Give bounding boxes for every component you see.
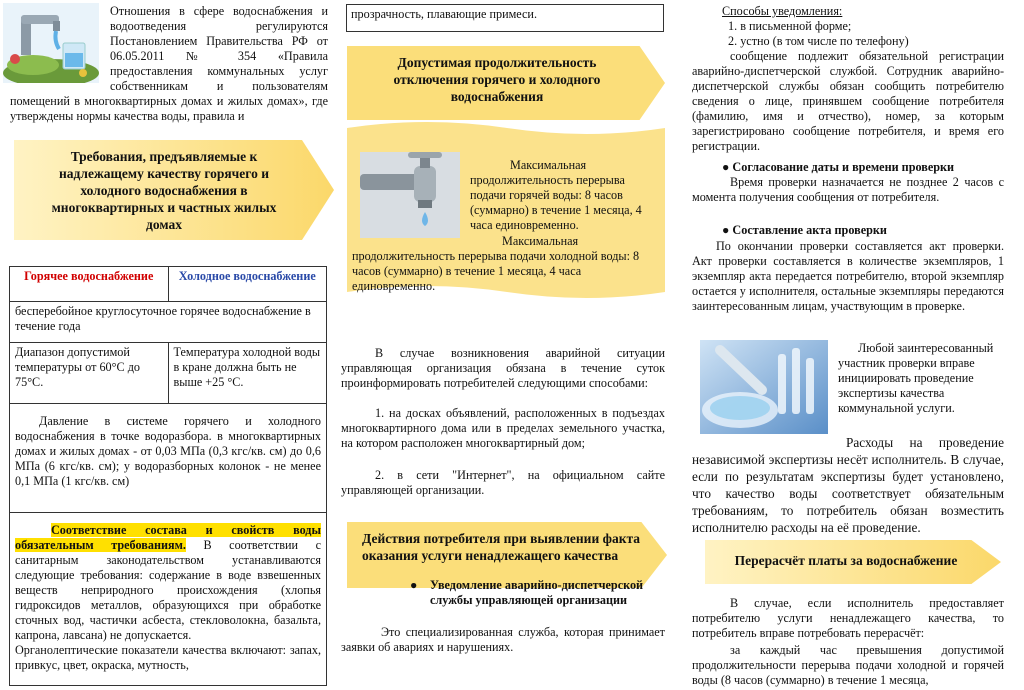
composition-highlight: Соответствие состава и свойств воды обязательным требованиям. — [15, 523, 321, 552]
impurities-box: прозрачность, плавающие примеси. — [346, 4, 664, 32]
cold-water-header: Холодное водоснабжение — [168, 267, 327, 302]
hot-water-header: Горячее водоснабжение — [10, 267, 169, 302]
bullet-dot-icon: ● — [722, 223, 733, 237]
recalc-title: Перерасчёт платы за водоснабжение — [734, 553, 958, 568]
dispatch-bullet-text: Уведомление аварийно-диспетчерской службы управляющей организации — [430, 578, 644, 607]
expertise-costs-text: Расходы на проведение независимой экспертизы несёт исполнитель. В случае, если по результатам экспертизы будет установлено, что качество воды соответствует обязательным требованиям, то потребитель обязан возместить исполнителю расходы на её проведение. — [692, 435, 1004, 535]
hot-temperature-cell: Диапазон допустимой температуры от 60°C до 75°C. — [10, 343, 169, 404]
water-requirements-table — [9, 266, 327, 686]
intro-text-body: Отношения в сфере водоснабжения и водоотведения регулируются Постановлением Правительства РФ от 06.05.2011 № 354 «Правила предоставления коммунальных услуг собственникам и пользователям помещений в многоквартирных домах и жилых домах», где утверждены нормы качества воды, правила и — [10, 4, 328, 123]
recalc-text-2: за каждый час превышения допустимой продолжительности перерыва подачи холодной и горячей воды (8 часов (суммарно) в течение 1 месяца, — [692, 643, 1004, 687]
act-text: По окончании проверки составляется акт проверки. Акт проверки составляется в количестве экземпляров, 1 экземпляр акта передается потребителю, второй экземпляр остается у исполнителя, остальные экземпляры передаются заинтересованным лицам, участвующим в проверке. — [692, 239, 1004, 313]
check-title-text: Согласование даты и времени проверки — [732, 160, 955, 174]
bullet-dot-icon: ● — [410, 578, 418, 592]
faucet-drop-image — [360, 152, 460, 238]
emergency-item-1: 1. на досках объявлений, расположенных в подъездах многоквартирного дома или в пределах земельного участка, на котором расположен многоквартирный дом; — [341, 406, 665, 450]
intro-text — [10, 4, 328, 154]
act-title-text: Составление акта проверки — [732, 223, 887, 237]
emergency-intro: В случае возникновения аварийной ситуации управляющая организация обязана в течение суток проинформировать потребителей следующими способами: — [341, 346, 665, 390]
act-title — [722, 223, 1002, 238]
pressure-cell: Давление в системе горячего и холодного водоснабжения в точке водоразбора. в многоквартирных домах и жилых домах - от 0,03 МПа (0,3 кгс/кв. см) до 0,6 МПа (6 кгс/кв. см); у водоразборных колонок - не менее 0,1 МПа (1 кгс/кв. см) — [10, 404, 327, 513]
composition-cell — [10, 513, 327, 686]
notification-method-2: 2. устно (в том числе по телефону) — [728, 34, 909, 48]
expertise-initiate-text: Любой заинтересованный участник проверки вправе инициировать проведение экспертизы качества коммунальной услуги. — [838, 341, 994, 415]
check-text: Время проверки назначается не позднее 2 часов с момента получения сообщения от потребителя. — [692, 175, 1004, 204]
outage-title: Допустимая продолжительность отключения горячего и холодного водоснабжения — [393, 55, 601, 104]
check-title — [722, 160, 1002, 175]
emergency-item-2: 2. в сети "Интернет", на официальном сайте управляющей организации. — [341, 468, 665, 497]
uninterrupted-supply-cell: бесперебойное круглосуточное горячее водоснабжение в течение года — [10, 302, 327, 343]
actions-title: Действия потребителя при выявлении факта оказания услуги ненадлежащего качества — [362, 531, 641, 563]
recalc-text: В случае, если исполнитель предоставляет потребителю услуги ненадлежащего качества, то потребитель вправе потребовать перерасчёт: — [692, 596, 1004, 640]
notification-methods-text: сообщение подлежит обязательной регистрации аварийно-диспетчерской службой. Сотрудник аварийно-диспетчерской службы обязан сообщить потребителю сведения о лице, принявшем сообщение потребителя (фамилию, имя и отчество), номер, за которым зарегистрировано сообщение потребителя, и время его регистрации. — [692, 49, 1004, 153]
bullet-dot-icon: ● — [722, 160, 733, 174]
notification-method-1: 1. в письменной форме; — [728, 19, 852, 33]
requirements-title: Требования, предъявляемые к надлежащему качеству горячего и холодного водоснабжения в многоквартирных и частных жилых домах — [51, 149, 277, 232]
cold-temperature-cell: Температура холодной воды в кране должна быть не выше +25 °C. — [168, 343, 327, 404]
hot-water-outage-text: Максимальная продолжительность перерыва подачи горячей воды: 8 часов (суммарно) в течение 1 месяца, 4 часа единовременно. — [470, 158, 642, 232]
dispatch-description: Это специализированная служба, которая принимает заявки об авариях и нарушениях. — [341, 625, 665, 654]
notification-methods-title: Способы уведомления: — [722, 4, 843, 18]
organoleptic-text: Органолептические показатели качества включают: запах, привкус, цвет, окраска, мутность, — [15, 643, 321, 672]
cold-water-outage-text: Максимальная продолжительность перерыва подачи холодной воды: 8 часов (суммарно) в течение 1 месяца, 4 часа единовременно. — [352, 234, 640, 293]
dispatch-bullet-title — [406, 578, 666, 608]
expertise-costs-block — [692, 416, 1004, 536]
composition-text: В соответствии с санитарным законодательством устанавливаются следующие требования: содержание в воде взвешенных веществ неприродного происхождения (хлопья гидроксидов металлов, образующихся при обработке сточных вод, частички асбеста, стекловолокна, базальта, капрона, лавсана) не допускается. — [15, 538, 321, 642]
